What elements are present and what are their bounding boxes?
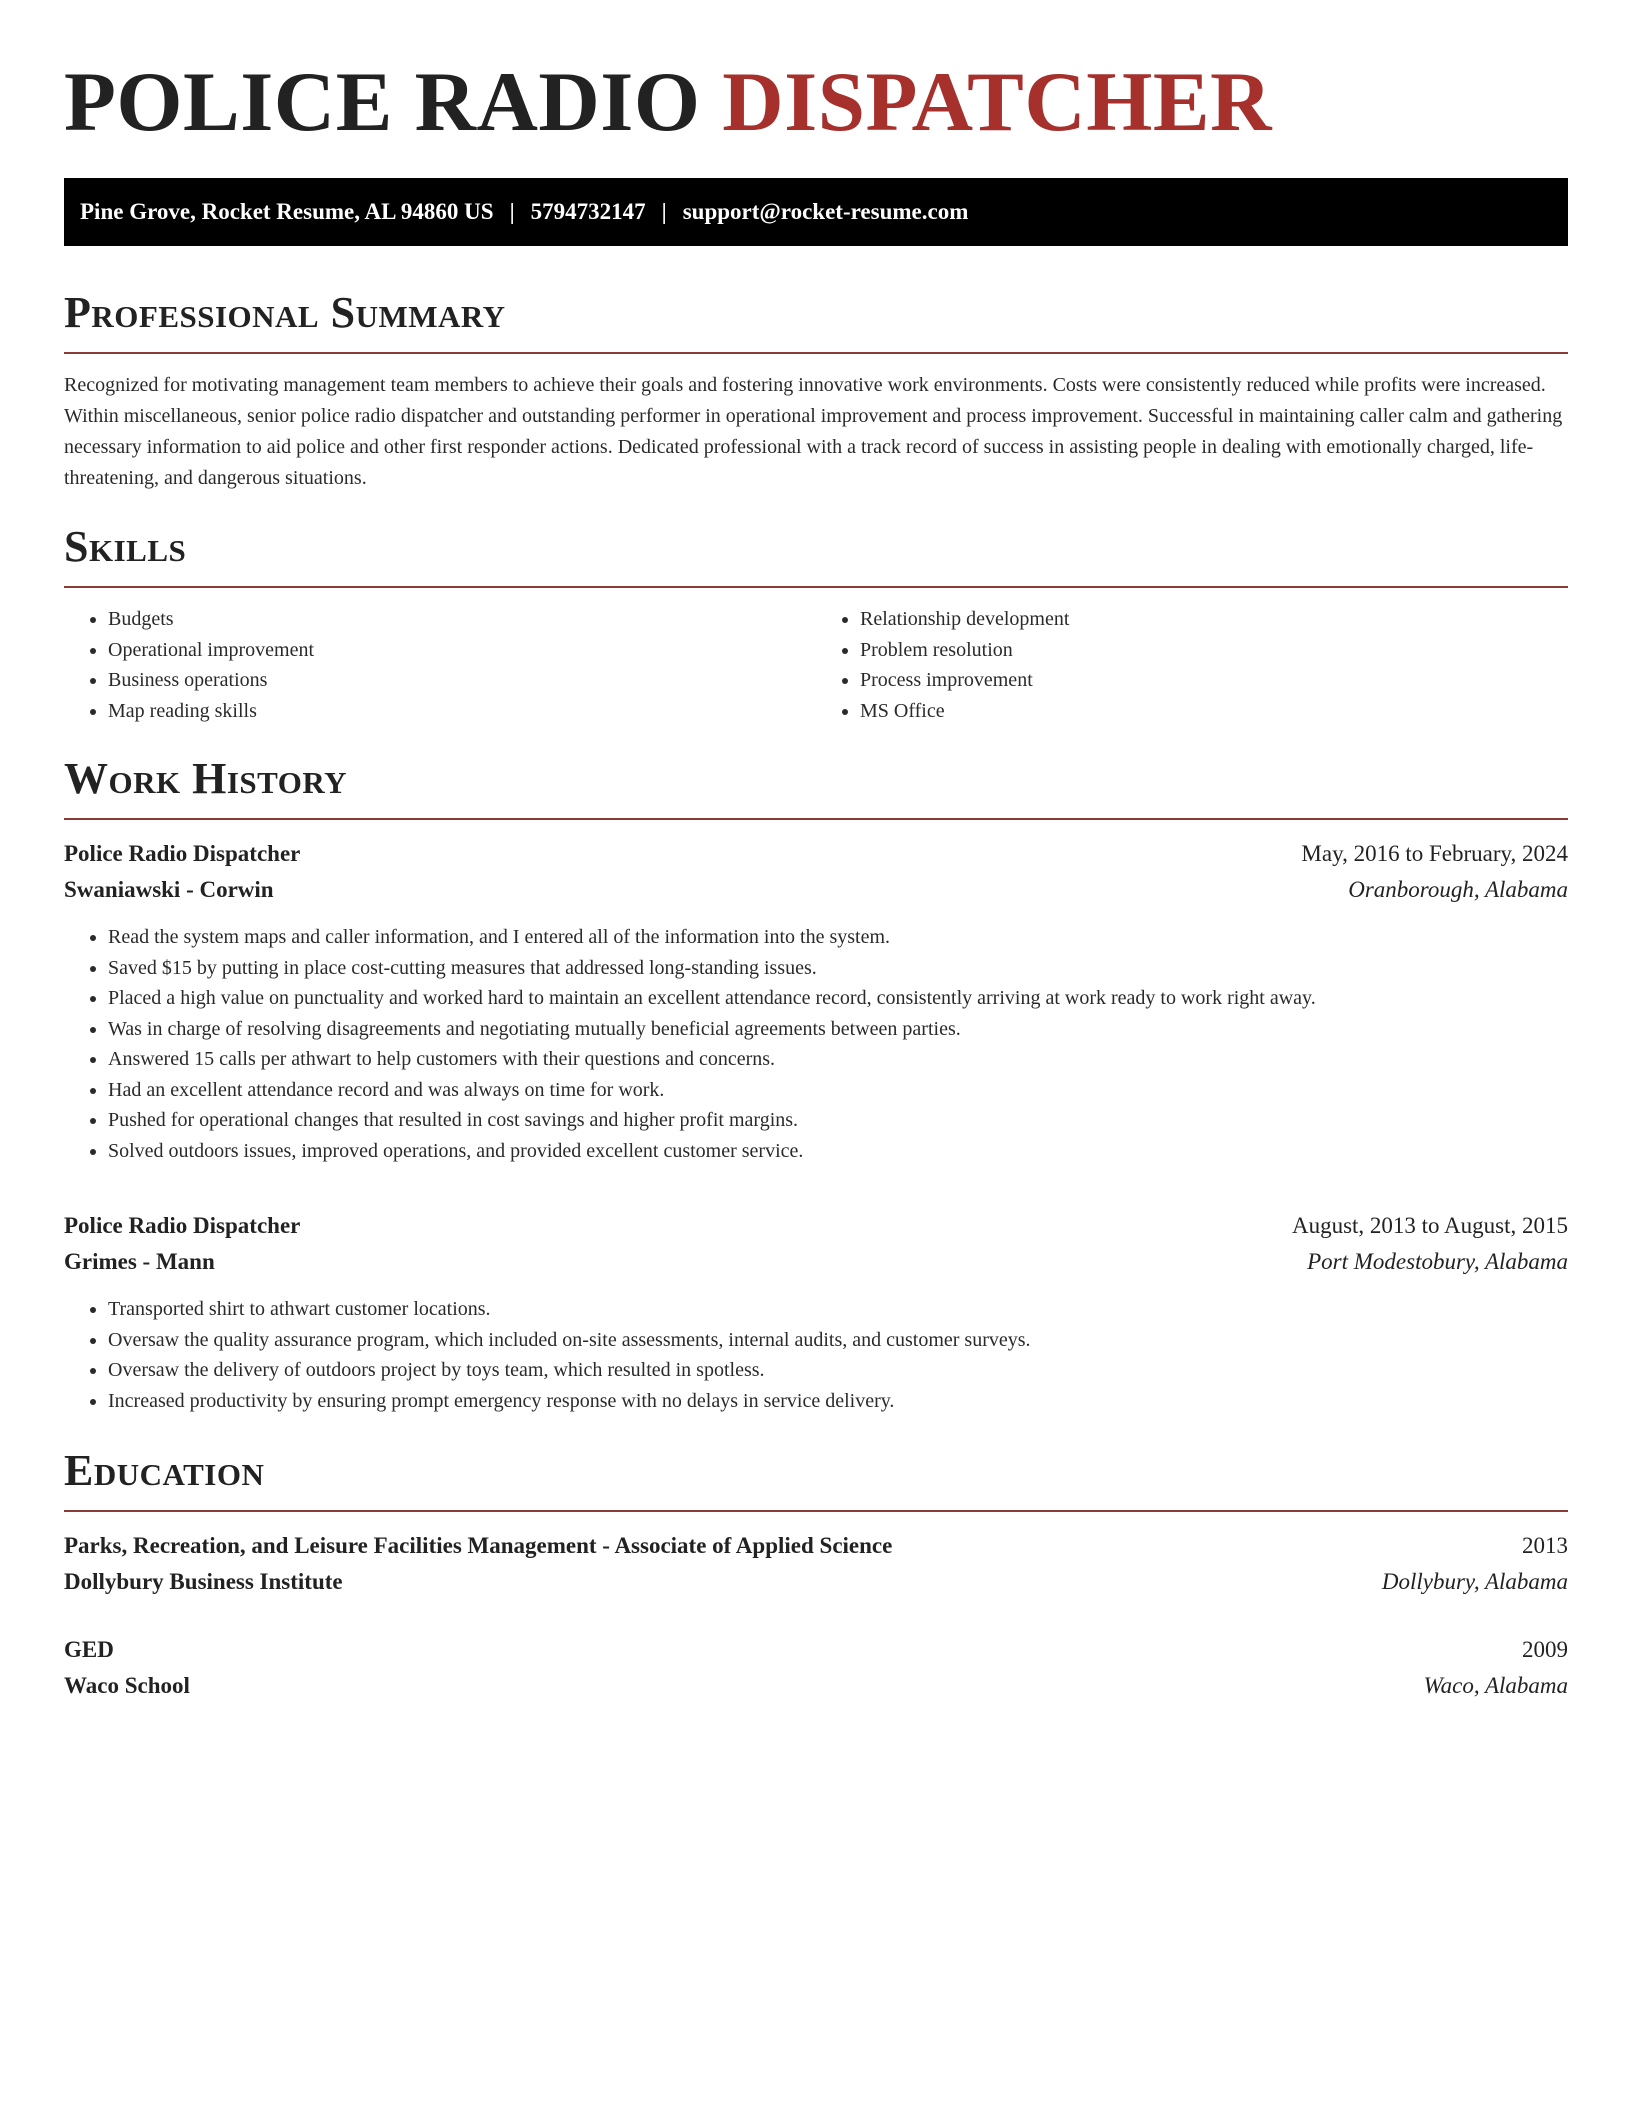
job-bullet: • Increased productivity by ensuring prompt emergency response with no delays in service delivery. bbox=[108, 1386, 1568, 1417]
skills-grid bbox=[64, 604, 1568, 726]
job-bullet: • Answered 15 calls per athwart to help customers with their questions and concerns. bbox=[108, 1044, 1568, 1075]
skill-item: • Operational improvement bbox=[108, 635, 816, 666]
skill-item: • Business operations bbox=[108, 665, 816, 696]
summary-section bbox=[64, 288, 1568, 494]
section-divider bbox=[64, 1510, 1568, 1512]
job-company-row bbox=[64, 1244, 1568, 1280]
job-bullet: • Saved $15 by putting in place cost-cutting measures that addressed long-standing issues. bbox=[108, 953, 1568, 984]
contact-email[interactable]: support@rocket-resume.com bbox=[682, 199, 969, 224]
job-bullet: • Pushed for operational changes that resulted in cost savings and higher profit margins. bbox=[108, 1105, 1568, 1136]
education-entry bbox=[64, 1632, 1568, 1704]
job-location: Port Modestobury, Alabama bbox=[1307, 1249, 1568, 1274]
contact-separator: | bbox=[509, 199, 515, 224]
education-heading: Education bbox=[64, 1446, 265, 1495]
education-school: Waco School bbox=[64, 1673, 190, 1698]
skill-item: • Budgets bbox=[108, 604, 816, 635]
work-history-heading: Work History bbox=[64, 754, 348, 803]
section-divider bbox=[64, 586, 1568, 588]
skills-column-right bbox=[816, 604, 1568, 726]
job-bullets bbox=[64, 922, 1568, 1166]
job-bullet: • Read the system maps and caller information, and I entered all of the information into the system. bbox=[108, 922, 1568, 953]
skill-item: • Process improvement bbox=[860, 665, 1568, 696]
job-company: Swaniawski - Corwin bbox=[64, 877, 274, 902]
contact-phone: 5794732147 bbox=[530, 199, 646, 224]
job-dates: August, 2013 to August, 2015 bbox=[1291, 1213, 1568, 1238]
education-degree: Parks, Recreation, and Leisure Facilities Management - Associate of Applied Science bbox=[64, 1533, 893, 1558]
skills-column-left bbox=[64, 604, 816, 726]
education-entry bbox=[64, 1528, 1568, 1600]
job-bullet: • Oversaw the delivery of outdoors project by toys team, which resulted in spotless. bbox=[108, 1355, 1568, 1386]
section-divider bbox=[64, 818, 1568, 820]
job-title: Police Radio Dispatcher bbox=[64, 1213, 301, 1238]
job-bullet: • Was in charge of resolving disagreements and negotiating mutually beneficial agreements between parties. bbox=[108, 1014, 1568, 1045]
education-section bbox=[64, 1446, 1568, 1704]
skill-item: • MS Office bbox=[860, 696, 1568, 727]
section-divider bbox=[64, 352, 1568, 354]
skill-item: • Relationship development bbox=[860, 604, 1568, 635]
job-header-row bbox=[64, 836, 1568, 872]
education-degree-row bbox=[64, 1528, 1568, 1564]
job-title: Police Radio Dispatcher bbox=[64, 841, 301, 866]
education-year: 2013 bbox=[1522, 1533, 1568, 1558]
job-location: Oranborough, Alabama bbox=[1348, 877, 1568, 902]
education-school-row bbox=[64, 1668, 1568, 1704]
contact-address: Pine Grove, Rocket Resume, AL 94860 US bbox=[80, 199, 494, 224]
job-bullet: • Oversaw the quality assurance program, which included on-site assessments, internal audits, and customer surveys. bbox=[108, 1325, 1568, 1356]
education-year: 2009 bbox=[1522, 1637, 1568, 1662]
job-header-row bbox=[64, 1208, 1568, 1244]
job-bullets bbox=[64, 1294, 1568, 1416]
job-dates: May, 2016 to February, 2024 bbox=[1301, 841, 1568, 866]
job-entry bbox=[64, 836, 1568, 1166]
work-history-section bbox=[64, 754, 1568, 1416]
contact-separator: | bbox=[661, 199, 667, 224]
education-location: Dollybury, Alabama bbox=[1381, 1569, 1568, 1594]
title-last: DISPATCHER bbox=[722, 55, 1272, 149]
contact-bar bbox=[64, 178, 1568, 246]
education-school: Dollybury Business Institute bbox=[64, 1569, 343, 1594]
skills-heading: Skills bbox=[64, 522, 187, 571]
education-degree-row bbox=[64, 1632, 1568, 1668]
job-company: Grimes - Mann bbox=[64, 1249, 215, 1274]
job-company-row bbox=[64, 872, 1568, 908]
summary-heading: Professional Summary bbox=[64, 288, 506, 337]
job-bullet: • Had an excellent attendance record and was always on time for work. bbox=[108, 1075, 1568, 1106]
skill-item: • Map reading skills bbox=[108, 696, 816, 727]
job-bullet: • Placed a high value on punctuality and worked hard to maintain an excellent attendance record, consistently arriving at work ready to work right away. bbox=[108, 983, 1568, 1014]
title-first: POLICE RADIO bbox=[64, 55, 701, 149]
education-school-row bbox=[64, 1564, 1568, 1600]
skills-section bbox=[64, 522, 1568, 726]
skill-item: • Problem resolution bbox=[860, 635, 1568, 666]
education-degree: GED bbox=[64, 1637, 114, 1662]
resume-title bbox=[64, 52, 1568, 152]
job-entry bbox=[64, 1208, 1568, 1416]
job-bullet: • Solved outdoors issues, improved operations, and provided excellent customer service. bbox=[108, 1136, 1568, 1167]
summary-text: Recognized for motivating management team members to achieve their goals and fostering innovative work environments. Costs were consistently reduced while profits were increased. Within miscellaneous, senior police radio dispatcher and outstanding performer in operational improvement and process improvement. Successful in maintaining caller calm and gathering necessary information to aid police and other first responder actions. Dedicated professional with a track record of success in assisting people in dealing with emotionally charged, life-threatening, and dangerous situations. bbox=[64, 374, 1563, 489]
job-bullet: • Transported shirt to athwart customer locations. bbox=[108, 1294, 1568, 1325]
education-location: Waco, Alabama bbox=[1423, 1673, 1568, 1698]
